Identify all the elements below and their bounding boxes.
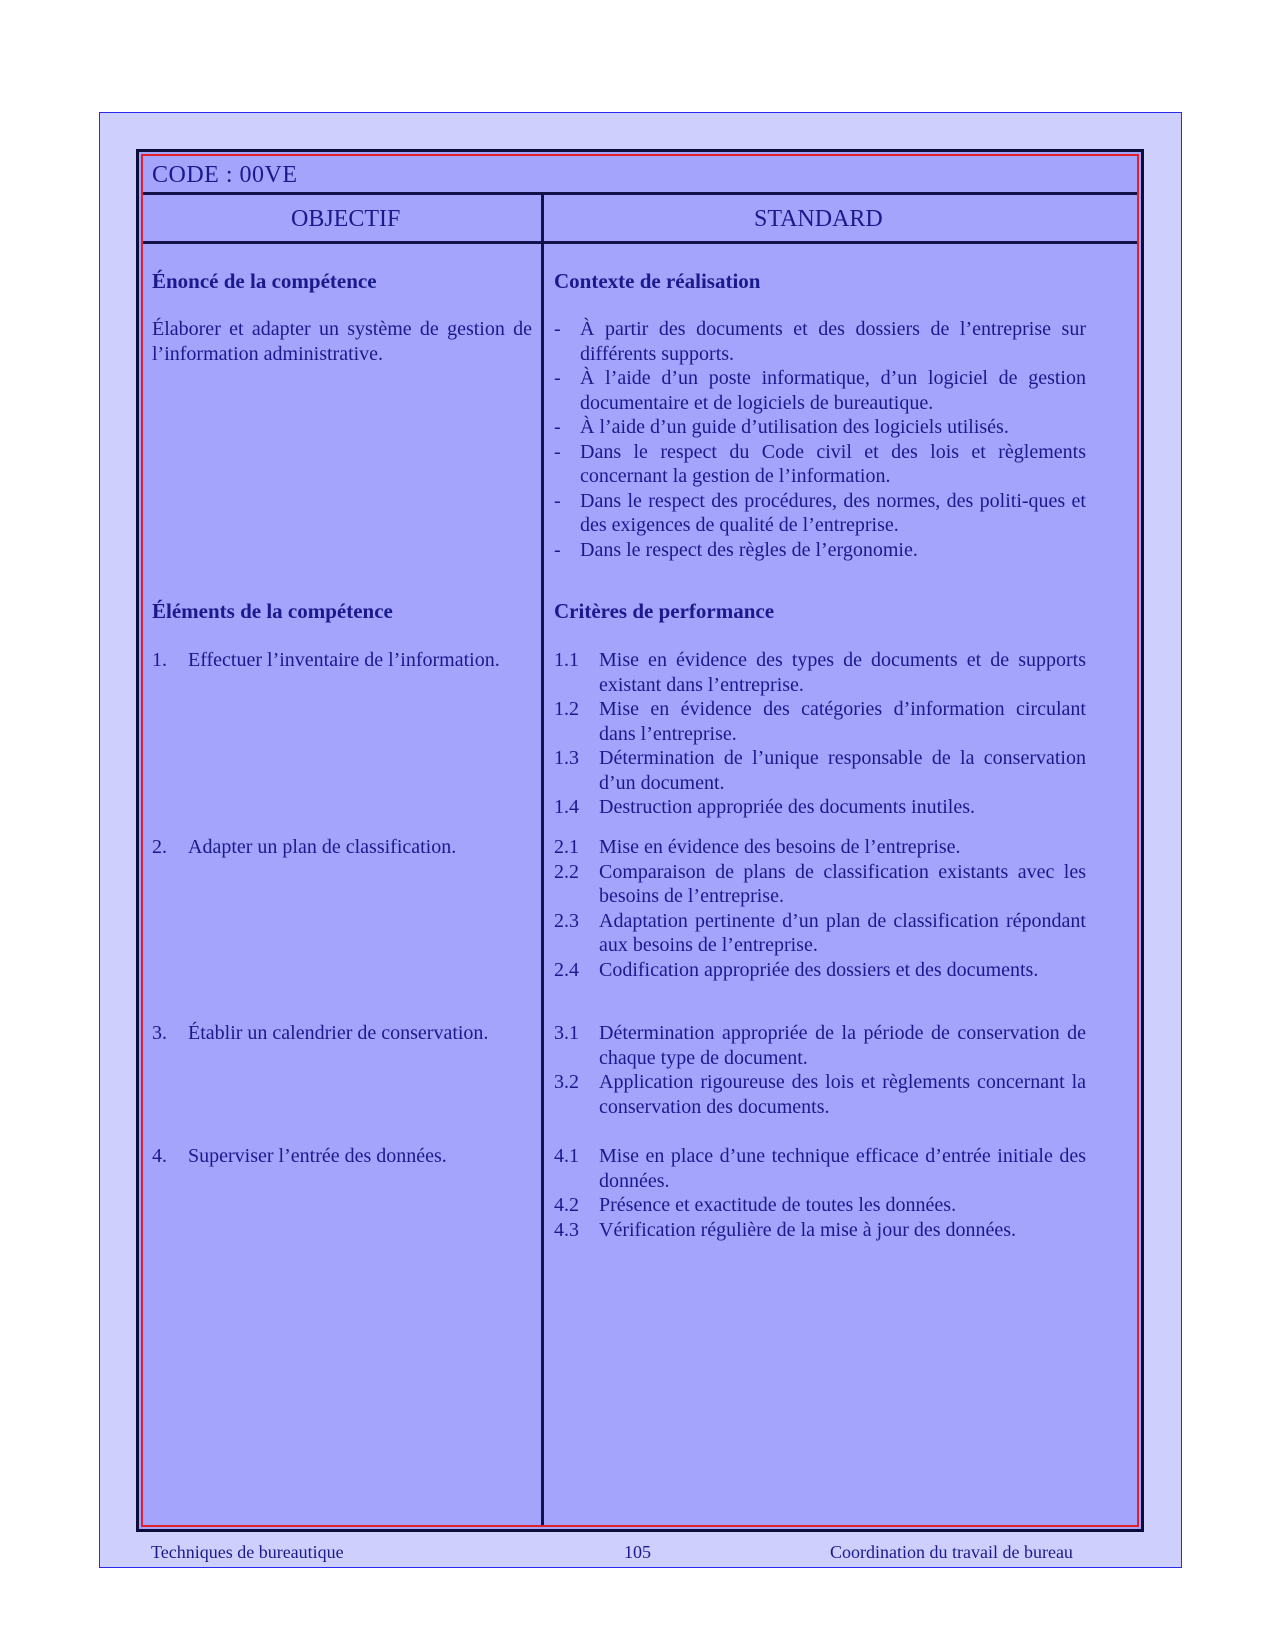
criterion-item	[554, 697, 1086, 746]
enonce-title: Énoncé de la compétence	[152, 269, 377, 293]
criterion-item	[554, 958, 1086, 983]
criterion-number: 3.1	[554, 1022, 579, 1044]
contexte-item	[554, 317, 1086, 366]
divider-line	[143, 192, 1137, 195]
contexte-text: Dans le respect du Code civil et des lois et règlements concernant la gestion de l’information.	[580, 440, 1086, 487]
element-text: Établir un calendrier de conservation.	[188, 1022, 489, 1044]
element-number: 1.	[152, 649, 167, 671]
enonce-text: Élaborer et adapter un système de gestion de l’information administrative.	[152, 318, 532, 365]
criterion-number: 3.2	[554, 1071, 579, 1093]
element-row	[152, 1021, 532, 1046]
footer-left: Techniques de bureautique	[151, 1542, 344, 1562]
bullet-dash-icon: -	[554, 318, 561, 340]
criterion-text: Mise en évidence des catégories d’information circulant dans l’entreprise.	[599, 698, 1086, 745]
criterion-number: 1.2	[554, 698, 579, 720]
bullet-dash-icon: -	[554, 416, 561, 438]
element-item	[152, 1144, 532, 1169]
footer-right: Coordination du travail de bureau	[830, 1542, 1073, 1562]
table-inner-border	[141, 154, 1139, 1527]
criterion-number: 4.3	[554, 1218, 579, 1241]
element-number: 4.	[152, 1145, 167, 1167]
bullet-dash-icon: -	[554, 538, 561, 561]
criterion-item	[554, 1144, 1086, 1193]
criterion-number: 2.1	[554, 836, 579, 858]
footer-page-number: 105	[624, 1542, 651, 1562]
contexte-text: Dans le respect des règles de l’ergonomie.	[580, 538, 918, 561]
criterion-item	[554, 1218, 1086, 1243]
contexte-item	[554, 440, 1086, 489]
contexte-title: Contexte de réalisation	[554, 269, 761, 293]
bullet-dash-icon: -	[554, 440, 561, 463]
criterion-number: 2.2	[554, 860, 579, 883]
criterion-number: 4.2	[554, 1194, 579, 1216]
criteres-title: Critères de performance	[554, 599, 775, 623]
criterion-item	[554, 835, 1086, 860]
criterion-item	[554, 1021, 1086, 1070]
criterion-text: Vérification régulière de la mise à jour des données.	[599, 1218, 1017, 1241]
criterion-item	[554, 1070, 1086, 1119]
criterion-text: Mise en place d’une technique efficace d’entrée initiale des données.	[599, 1145, 1086, 1192]
criteria-group	[554, 1021, 1086, 1119]
criterion-text: Codification appropriée des dossiers et des documents.	[599, 958, 1039, 981]
enonce-block	[152, 269, 532, 366]
code-label: CODE : 00VE	[152, 162, 298, 188]
element-text: Effectuer l’inventaire de l’information.	[188, 649, 500, 671]
elements-title: Éléments de la compétence	[152, 599, 393, 623]
criterion-text: Mise en évidence des besoins de l’entreprise.	[599, 836, 961, 858]
element-item	[152, 1021, 532, 1046]
criterion-text: Adaptation pertinente d’un plan de classification répondant aux besoins de l’entreprise.	[599, 909, 1086, 956]
divider-line	[143, 241, 1137, 244]
criterion-text: Présence et exactitude de toutes les données.	[599, 1194, 957, 1216]
element-item	[152, 835, 532, 860]
criterion-item	[554, 1193, 1086, 1218]
element-item	[152, 648, 532, 673]
criterion-text: Détermination de l’unique responsable de la conservation d’un document.	[599, 747, 1086, 794]
criterion-item	[554, 795, 1086, 820]
criterion-item	[554, 909, 1086, 958]
element-text: Superviser l’entrée des données.	[188, 1145, 447, 1167]
objectif-header: OBJECTIF	[291, 206, 401, 232]
contexte-block	[554, 269, 1086, 562]
criterion-number: 4.1	[554, 1145, 579, 1167]
element-row	[152, 835, 532, 860]
criterion-number: 2.4	[554, 958, 579, 981]
criterion-item	[554, 860, 1086, 909]
contexte-item	[554, 415, 1086, 440]
criterion-number: 1.3	[554, 747, 579, 769]
criterion-number: 2.3	[554, 909, 579, 932]
element-number: 3.	[152, 1022, 167, 1044]
elements-title-block	[152, 599, 532, 623]
criterion-text: Application rigoureuse des lois et règlements concernant la conservation des documents.	[599, 1071, 1086, 1118]
contexte-item	[554, 489, 1086, 538]
contexte-text: Dans le respect des procédures, des normes, des politi-ques et des exigences de qualité de l’entreprise.	[580, 489, 1086, 536]
competence-table	[136, 149, 1144, 1532]
criterion-number: 1.1	[554, 649, 579, 671]
contexte-text: À partir des documents et des dossiers de l’entreprise sur différents supports.	[580, 318, 1086, 365]
contexte-text: À l’aide d’un poste informatique, d’un logiciel de gestion documentaire et de logiciels de bureautique.	[580, 367, 1086, 414]
contexte-item	[554, 366, 1086, 415]
column-divider	[541, 194, 544, 1525]
criterion-text: Détermination appropriée de la période de conservation de chaque type de document.	[599, 1022, 1086, 1069]
criteria-group	[554, 835, 1086, 982]
contexte-item	[554, 538, 1086, 563]
criterion-text: Comparaison de plans de classification existants avec les besoins de l’entreprise.	[599, 860, 1086, 907]
element-number: 2.	[152, 836, 167, 858]
element-row	[152, 648, 532, 673]
criterion-item	[554, 648, 1086, 697]
contexte-text: À l’aide d’un guide d’utilisation des logiciels utilisés.	[580, 416, 1009, 438]
bullet-dash-icon: -	[554, 367, 561, 389]
element-text: Adapter un plan de classification.	[188, 836, 457, 858]
standard-header: STANDARD	[754, 206, 883, 232]
criterion-number: 1.4	[554, 796, 579, 818]
criteres-title-block	[554, 599, 1086, 623]
bullet-dash-icon: -	[554, 489, 561, 512]
criterion-text: Destruction appropriée des documents inutiles.	[599, 796, 976, 818]
contexte-list	[554, 317, 1086, 562]
element-row	[152, 1144, 532, 1169]
criterion-text: Mise en évidence des types de documents et de supports existant dans l’entreprise.	[599, 649, 1086, 696]
criterion-item	[554, 746, 1086, 795]
criteria-group	[554, 1144, 1086, 1242]
criteria-group	[554, 648, 1086, 820]
